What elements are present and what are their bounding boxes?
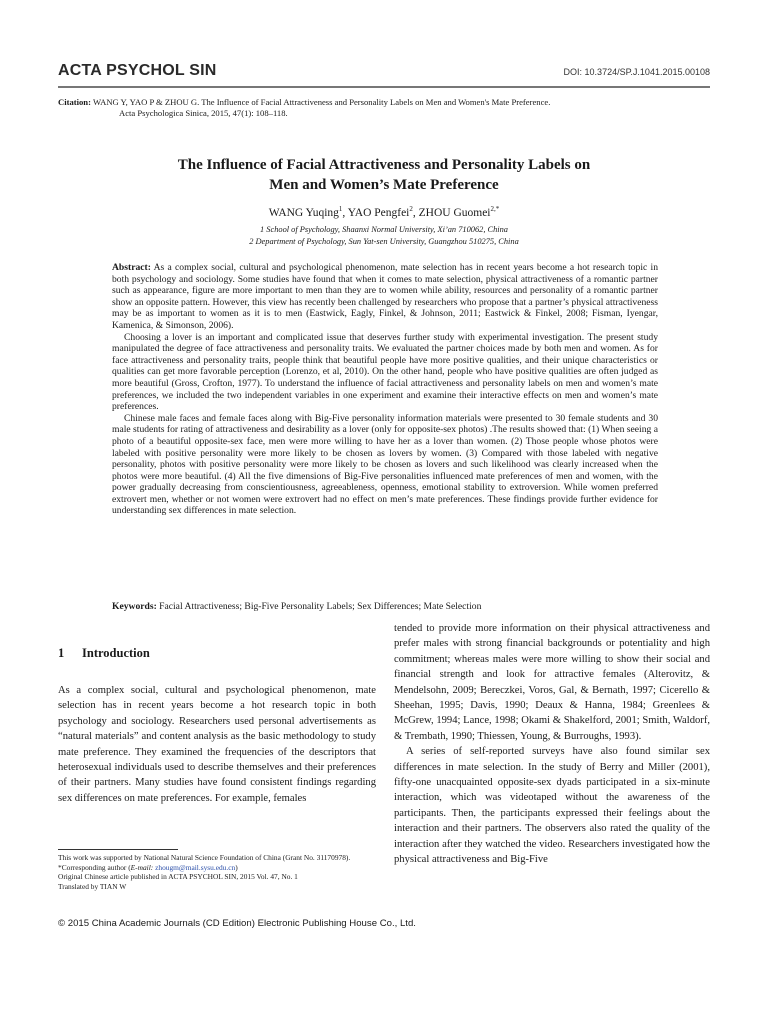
citation [58, 97, 698, 119]
footnote-corresponding [58, 863, 388, 873]
keywords-label: Keywords: [112, 601, 157, 612]
abstract-paragraph-2: Choosing a lover is an important and complicated issue that deserves further study with experimental investigation. The present study manipulated the degree of face attractiveness and personality traits. We evaluated the partner choices made by both men and women. As for face attractiveness and personality traits, people think that beautiful people have more positive qualities, and their unique characteristics or qualities can get more favorable perception (Lorenzo, et al, 2010). On the other hand, people who have positive qualities are often judged as more beautiful (Gross, Crofton, 1977). To understand the influence of facial attractiveness and personality labels on men and women’s mate preferences, we included the two independent variables in one experiment and examine their interactive effects on men and women’s mate preferences. [112, 331, 658, 413]
author-list [80, 205, 688, 219]
section-heading-introduction [58, 646, 150, 661]
intro-paragraph-3: A series of self-reported surveys have also found similar sex differences in mate selection. In the study of Berry and Miller (2001), fifty-one unacquainted opposite-sex dyads participated in a six-minute interaction, which was videotaped without the awareness of the participants. Then, the participants expressed their feelings about the interaction and their partners. The observers also rated the quality of the interaction after they watched the video. Researchers investigated how the physical attractiveness and Big-Five [394, 746, 710, 866]
author-2: , YAO Pengfei [342, 206, 410, 219]
affiliation-1: 1 School of Psychology, Shaanxi Normal University, Xi’an 710062, China [260, 225, 508, 234]
section-number: 1 [58, 646, 65, 660]
citation-label: Citation: [58, 97, 91, 107]
journal-name: ACTA PSYCHOL SIN [58, 62, 217, 79]
citation-line-2: Acta Psychologica Sinica, 2015, 47(1): 108–118. [119, 108, 288, 118]
citation-line-1: WANG Y, YAO P & ZHOU G. The Influence of Facial Attractiveness and Personality Labels on Men and Women's Mate Preference. [92, 97, 551, 107]
footnote-corresponding-suffix: ) [235, 862, 238, 872]
abstract [112, 262, 658, 517]
author-1: WANG Yuqing [268, 206, 339, 219]
email-link[interactable]: zhougm@mail.sysu.edu.cn [155, 862, 236, 872]
title-line-1: The Influence of Facial Attractiveness and Personality Labels on [177, 157, 591, 173]
footnote-funding: This work was supported by National Natural Science Foundation of China (Grant No. 31170978). [58, 853, 351, 862]
doi-text[interactable]: DOI: 10.3724/SP.J.1041.2015.00108 [563, 67, 710, 77]
section-title: Introduction [82, 646, 150, 660]
copyright-notice: © 2015 China Academic Journals (CD Edition) Electronic Publishing House Co., Ltd. [58, 918, 416, 929]
paper-title [80, 155, 688, 195]
header-rule [58, 86, 710, 88]
footnote-corresponding-prefix: *Corresponding author ( [58, 862, 131, 872]
keywords-text: Facial Attractiveness; Big-Five Personality Labels; Sex Differences; Mate Selection [156, 601, 482, 612]
abstract-label: Abstract: [112, 262, 151, 273]
footnote-translator: Translated by TIAN W [58, 881, 127, 891]
page-header [58, 62, 710, 86]
footnote-rule [58, 849, 178, 850]
author-3-affil: 2,* [490, 205, 500, 213]
abstract-text-1: As a complex social, cultural and psychological phenomenon, mate selection has in recent years become a hot research topic in both psychology and sociology. Some studies have found that when it comes to mate selection, physical attractiveness of a romantic partner such as appearance, figure are more important to men than they are to women while ability, resources and personality of a romantic partner show an opposite pattern. However, this view has recently been challenged by researchers who propose that a partner’s physical attractiveness may be as important to women as it is to men (Eastwick, Eagly, Finkel, & Johnson, 2011; Eastwick & Finkel, 2008; Fisman, Iyengar, Kamenica, & Simonson, 2006). [112, 262, 658, 331]
right-column [394, 621, 710, 868]
author-1-affil: 1 [338, 205, 343, 213]
footnote-original: Original Chinese article published in ACTA PSYCHOL SIN, 2015 Vol. 47, No. 1 [58, 872, 298, 882]
author-2-affil: 2 [409, 205, 413, 213]
abstract-paragraph-3: Chinese male faces and female faces along with Big-Five personality information materials were presented to 30 female students and 30 male students for rating of attractiveness and desirability as a lover (only for opposite-sex photos) .The results showed that: (1) When seeing a photo of a beautiful opposite-sex face, men were more willing to have her as a lover than women. (2) Those people whose photos were labeled with positive personality were more likely to be chosen as lovers by women. (3) Compared with those labeled with negative personality, photos with positive personality were more likely to be chosen as lovers and such likelihood was clearly increased when the photos were more beautiful. (4) All the five dimensions of Big-Five personalities influenced mate preferences of men and women, with the power gradually decreasing from conscientiousness, agreeableness, openness, emotional stability to extroversion. While women preferred extrovert men, whether or not women were extrovert had no effect on men’s mate preferences. These findings provide further evidence for understanding sex differences in mate selection. [112, 412, 658, 517]
left-column [58, 683, 376, 806]
intro-paragraph-1: As a complex social, cultural and psychological phenomenon, mate selection has in recent years become a hot research topic in both psychology and sociology. Researchers used personal advertisements as “natural materials” and content analysis as the basic methodology to study mate preference. They examined the frequencies of the descriptors that heterosexual individuals used to describe themselves and their preferences of their partners. Many studies have found consistent findings regarding sex differences on mate preferences. For example, females [58, 685, 376, 804]
affiliation-2: 2 Department of Psychology, Sun Yat-sen University, Guangzhou 510275, China [249, 237, 519, 246]
keywords [112, 601, 658, 612]
footnotes [58, 853, 388, 891]
footnote-email-label: E-mail: [130, 862, 156, 872]
author-3: , ZHOU Guomei [412, 206, 491, 219]
title-line-2: Men and Women’s Mate Preference [269, 177, 499, 193]
intro-paragraph-2: tended to provide more information on their physical attractiveness and prefer males with strong financial backgrounds or potentiality and high commitment; whereas males were more willing to show their social and financial strength and look for attractive females (Alterovitz, & Mendelsohn, 2009; Bereczkei, Voros, Gal, & Bernath, 1997; Cicerello & Sheehan, 1995; Davis, 1990; Deaux & Hanna, 1984; Greenlees & McGrew, 1994; Lance, 1998; Okami & Shakelford, 2001; Smith, Waldorf, & Trembath, 1990; Thiessen, Young, & Burroughs, 1993). [394, 623, 710, 742]
abstract-paragraph-1 [112, 262, 658, 332]
